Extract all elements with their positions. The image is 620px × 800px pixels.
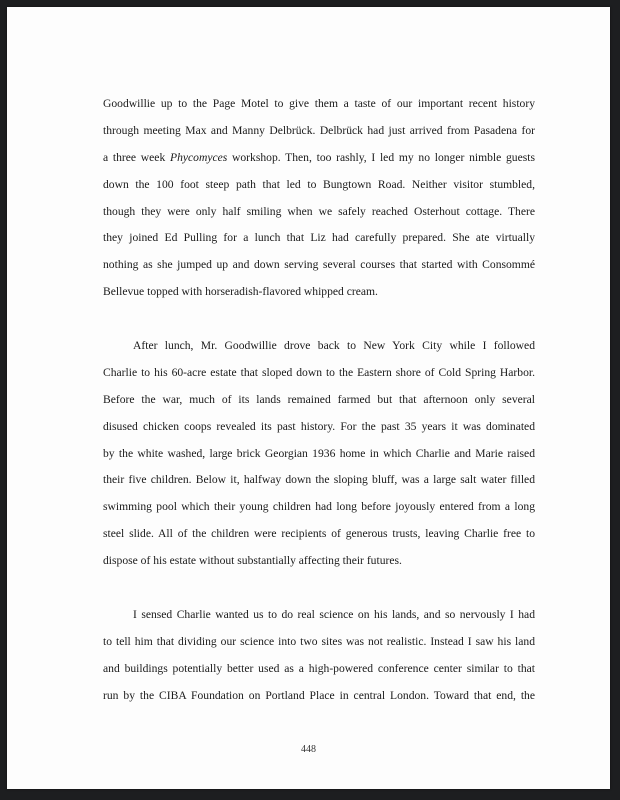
page-number: 448 — [301, 744, 316, 755]
text-line: Before the war, much of its lands remained farmed but that afternoon only several — [103, 392, 535, 406]
text-line: their five children. Below it, halfway down the sloping bluff, was a large salt water filled — [103, 473, 535, 487]
text-line: dispose of his estate without substantially affecting their futures. — [103, 554, 402, 568]
text-line: steel slide. All of the children were recipients of generous trusts, leaving Charlie free to — [103, 527, 535, 541]
text-line: I sensed Charlie wanted us to do real science on his lands, and so nervously I had — [133, 607, 535, 621]
text-line: and buildings potentially better used as a high-powered conference center similar to that — [103, 661, 535, 675]
paragraph-2 — [103, 333, 535, 575]
document-page — [7, 7, 610, 789]
text-line: a three week Phycomyces workshop. Then, too rashly, I led my no longer nimble guests — [103, 150, 535, 164]
text-line: though they were only half smiling when we safely reached Osterhout cottage. There — [103, 204, 535, 218]
text-line: they joined Ed Pulling for a lunch that Liz had carefully prepared. She ate virtually — [103, 231, 535, 245]
text-line: to tell him that dividing our science into two sites was not realistic. Instead I saw his land — [103, 634, 535, 648]
text-line: Bellevue topped with horseradish-flavored whipped cream. — [103, 285, 378, 299]
text-line: down the 100 foot steep path that led to Bungtown Road. Neither visitor stumbled, — [103, 177, 535, 191]
text-line: by the white washed, large brick Georgian 1936 home in which Charlie and Marie raised — [103, 446, 535, 460]
text-line: After lunch, Mr. Goodwillie drove back to New York City while I followed — [133, 339, 535, 353]
text-line: disused chicken coops revealed its past history. For the past 35 years it was dominated — [103, 419, 535, 433]
text-line: swimming pool which their young children had long before joyously entered from a long — [103, 500, 535, 514]
body-text — [103, 91, 535, 709]
text-line: run by the CIBA Foundation on Portland Place in central London. Toward that end, the — [103, 688, 535, 702]
text-line: nothing as she jumped up and down serving several courses that started with Consommé — [103, 258, 535, 272]
italic-term: Phycomyces — [169, 150, 228, 164]
text-line: through meeting Max and Manny Delbrück. Delbrück had just arrived from Pasadena for — [103, 123, 535, 137]
paragraph-3 — [103, 602, 535, 710]
text-line: Goodwillie up to the Page Motel to give them a taste of our important recent history — [103, 97, 535, 110]
paragraph-1 — [103, 91, 535, 306]
text-line: Charlie to his 60-acre estate that sloped down to the Eastern shore of Cold Spring Harbor. — [103, 365, 535, 379]
